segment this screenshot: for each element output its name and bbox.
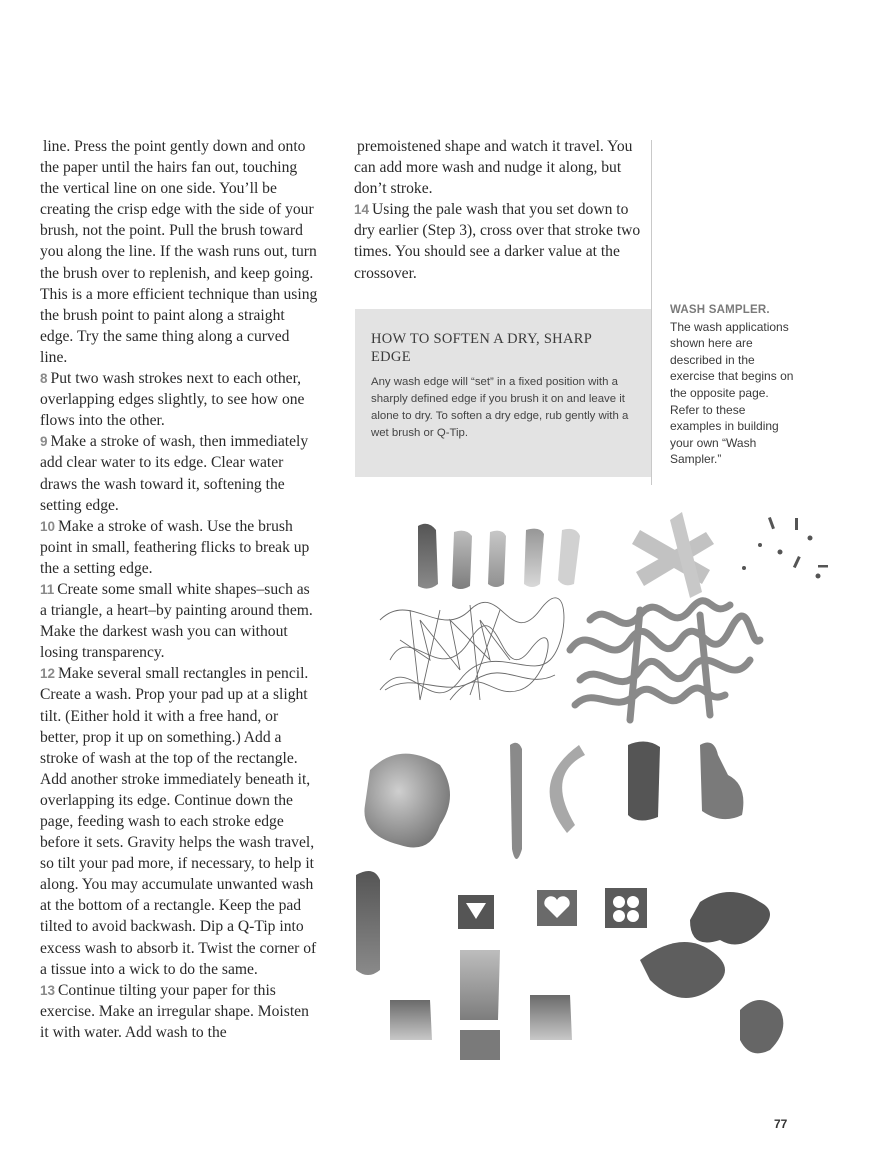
wash-sampler-illustration bbox=[340, 490, 840, 1090]
crossing-strokes bbox=[632, 512, 714, 598]
vertical-wash bbox=[356, 871, 380, 975]
paragraph: premoistened shape and watch it travel. You can add more wash and nudge it along, but don’t stroke. bbox=[354, 138, 633, 198]
step-12 bbox=[40, 663, 320, 979]
sidebar-text: Any wash edge will “set” in a fixed position with a sharply defined edge if you brush it on and leave it alone to dry. To soften a dry edge, rub gently with a wet brush or Q-Tip. bbox=[371, 376, 629, 439]
step-number: 11 bbox=[40, 581, 55, 597]
step-11 bbox=[40, 579, 320, 663]
step-8 bbox=[40, 368, 320, 431]
step-14 bbox=[354, 199, 646, 283]
step-number: 12 bbox=[40, 666, 56, 682]
wash-shape bbox=[700, 743, 743, 820]
step-number: 10 bbox=[40, 518, 56, 534]
crescent-shape bbox=[550, 745, 585, 833]
step-text: Put two wash strokes next to each other, overlapping edges slightly, to see how one flows into the other. bbox=[40, 370, 305, 430]
clover-square bbox=[605, 888, 647, 928]
vertical-stroke bbox=[510, 743, 522, 859]
step-text: Make a stroke of wash, then immediately add clear water to its edge. Clear water draws the wash toward it, softening the setting edge. bbox=[40, 433, 309, 514]
blob-shape bbox=[364, 754, 450, 848]
gray-stroke bbox=[452, 531, 472, 589]
step-text: Make several small rectangles in pencil. Create a wash. Prop your pad up at a slight tilt. (Either hold it with a free hand, or better, prop it up on something.) Add a stroke of wash at the top of the rectangle. Add another stroke immediately beneath it, overlapping its edge. Continue down the page, feeding wash to each stroke edge before it sets. Gravity helps the wash travel, so tilt your pad more, if necessary, to help it along. You may accumulate unwanted wash at the bottom of a rectangle. Keep the pad tilted to avoid backwash. Dip a Q-Tip into excess wash to absorb it. Twist the corner of a tissue into a wick to do the same. bbox=[40, 665, 317, 978]
dark-stroke bbox=[418, 524, 438, 589]
wash-shapes-row bbox=[364, 741, 743, 859]
column-divider bbox=[651, 140, 652, 485]
caption-title: WASH SAMPLER. bbox=[670, 304, 770, 316]
negative-space-shapes bbox=[356, 871, 647, 975]
caption-text: The wash applications shown here are described in the exercise that begins on the opposite page. Refer to these examples in building your own “Wash Sampler.” bbox=[670, 319, 794, 467]
step-number: 14 bbox=[354, 202, 370, 218]
step-13 bbox=[40, 980, 320, 1043]
irregular-wash-shapes bbox=[640, 892, 783, 1053]
step-number: 8 bbox=[40, 371, 48, 387]
page-number: 77 bbox=[774, 1117, 788, 1131]
gray-stroke bbox=[488, 531, 506, 587]
feathered-stroke bbox=[558, 529, 580, 585]
dark-rectangle bbox=[628, 741, 660, 820]
step-text: Using the pale wash that you set down to dry earlier (Step 3), cross over that stroke two times. You should see a darker value at the crossover. bbox=[354, 201, 641, 282]
wash-strokes-row bbox=[418, 524, 580, 589]
step-number: 13 bbox=[40, 982, 56, 998]
step-9 bbox=[40, 431, 320, 515]
middle-column bbox=[354, 136, 646, 284]
pencil-scribble bbox=[380, 598, 564, 700]
sidebar-title: HOW TO SOFTEN A DRY, SHARP EDGE bbox=[371, 331, 592, 365]
image-caption bbox=[670, 302, 800, 468]
sidebar-box bbox=[355, 309, 651, 477]
graded-rectangles bbox=[390, 950, 572, 1060]
step-text: Make a stroke of wash. Use the brush point in small, feathering flicks to break up the a setting edge. bbox=[40, 517, 310, 577]
squiggle-wash bbox=[570, 601, 760, 720]
step-text: Create some small white shapes–such as a triangle, a heart–by painting around them. Make the darkest wash you can without losing transparency. bbox=[40, 580, 313, 662]
left-column bbox=[40, 136, 320, 1043]
step-number: 9 bbox=[40, 434, 48, 450]
step-text: Continue tilting your paper for this exercise. Make an irregular shape. Moisten it with water. Add wash to the bbox=[40, 981, 309, 1041]
paragraph: line. Press the point gently down and onto the paper until the hairs fan out, touching the vertical line on one side. You’ll be creating the crisp edge with the side of your brush, not the point. Pull the brush toward you along the line. If the wash runs out, turn the brush over to replenish, and keep going. This is a more efficient technique than using the brush point to paint along a straight edge. Try the same thing along a curved line. bbox=[40, 138, 318, 366]
step-10 bbox=[40, 516, 320, 579]
flick-marks bbox=[742, 517, 828, 579]
light-stroke bbox=[524, 529, 544, 587]
